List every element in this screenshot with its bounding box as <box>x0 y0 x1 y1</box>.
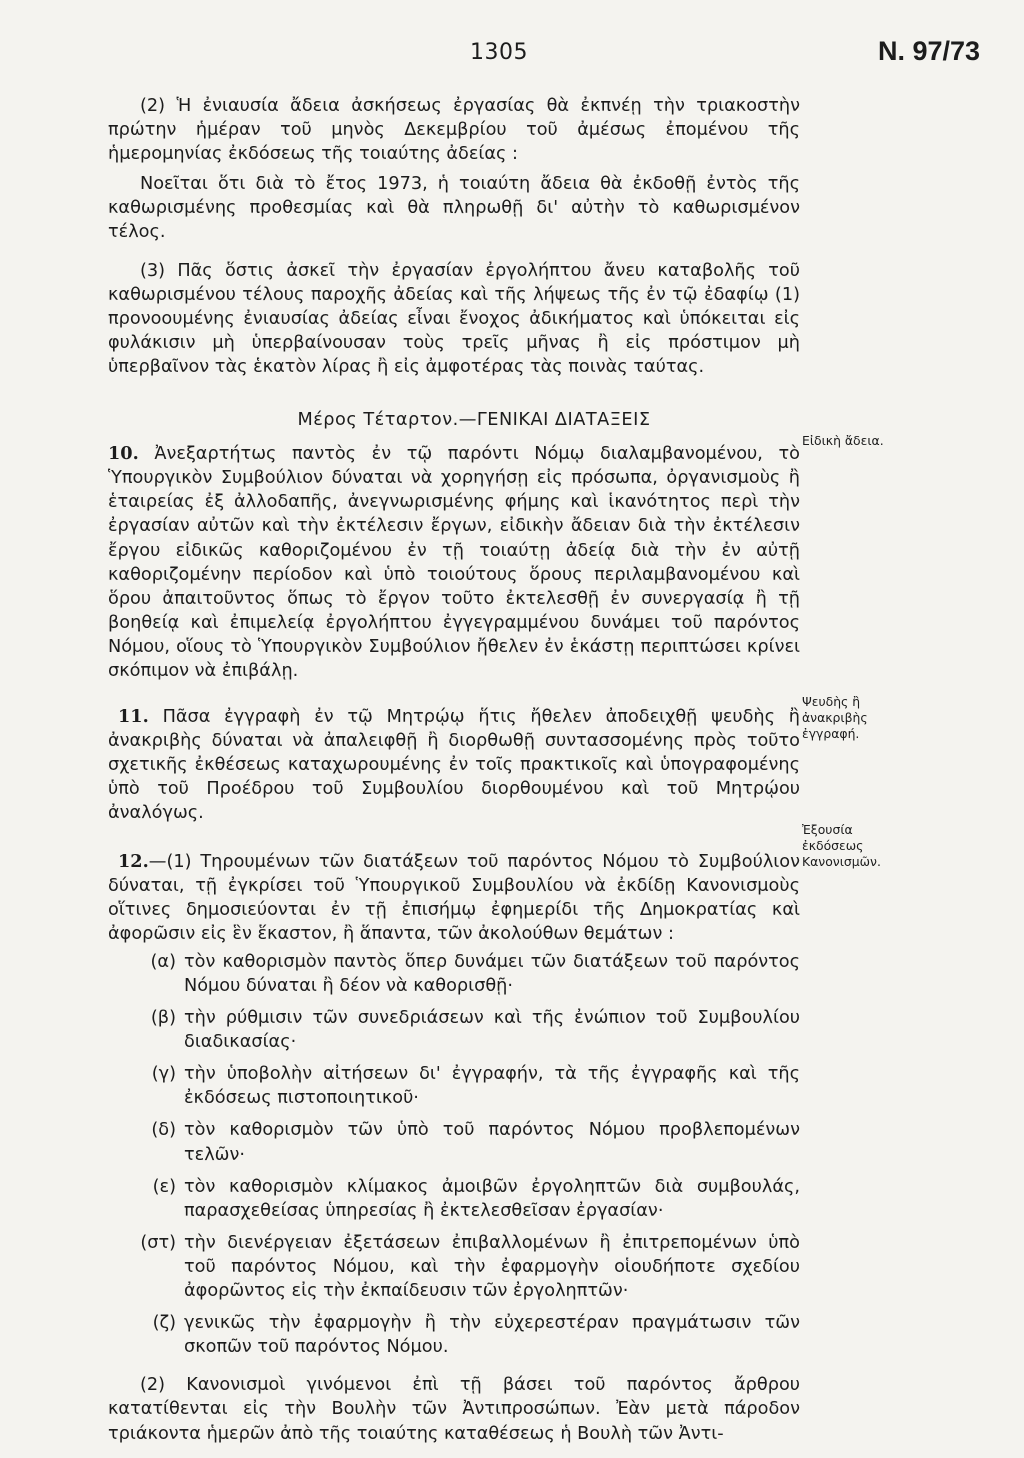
item-label: (β) <box>150 1008 176 1029</box>
margin-note-false-entry: Ψευδὴς ἢ ἀνακριβὴς ἐγγραφή. <box>802 694 868 741</box>
section-12 <box>108 850 800 946</box>
paragraph-regulations-laid: (2) Κανονισμοὶ γινόμενοι ἐπὶ τῇ βάσει τοῦ παρόντος ἄρθρου κατατίθενται εἰς τὴν Βουλὴν τῶν Ἀντιπροσώπων. Ἐὰν μετὰ πάροδον τριάκοντα ἡμερῶν ἀπὸ τῆς τοιαύτης καταθέσεως ἡ Βουλὴ τῶν Ἀντι- <box>108 1375 800 1444</box>
law-number: Ν. 97/73 <box>878 36 981 66</box>
list-item <box>108 950 800 998</box>
item-label: (στ) <box>140 1232 176 1253</box>
section-10 <box>108 442 800 683</box>
part-heading: Μέρος Τέταρτον.—ΓΕΝΙΚΑΙ ΔΙΑΤΑΞΕΙΣ <box>297 410 651 431</box>
item-text: τὴν ὑποβολὴν αἰτήσεων δι' ἐγγραφήν, τὰ τῆς ἐγγραφῆς καὶ τῆς ἐκδόσεως πιστοποιητικοῦ· <box>184 1064 800 1109</box>
item-text: γενικῶς τὴν ἐφαρμογὴν ἢ τὴν εὐχερεστέραν πραγμάτωσιν τῶν σκοπῶν τοῦ παρόντος Νόμου. <box>184 1313 800 1358</box>
item-label: (ζ) <box>152 1313 176 1334</box>
section-12-text: —(1) Τηρουμένων τῶν διατάξεων τοῦ παρόντος Νόμου τὸ Συμβούλιον δύναται, τῇ ἐγκρίσει τοῦ Ὑπουργικοῦ Συμβουλίου νὰ ἐκδίδῃ Κανονισμοὺς οἵτινες δημοσιεύονται ἐν τῇ ἐπισήμῳ ἐφημερίδι τῆς Δημοκρατίας καὶ ἀφορῶσιν εἰς ἓν ἕκαστον, ἢ ἅπαντα, τῶν ἀκολούθων θεμάτων : <box>108 851 800 944</box>
section-11-text: Πᾶσα ἐγγραφὴ ἐν τῷ Μητρῴῳ ἥτις ἤθελεν ἀποδειχθῇ ψευδὴς ἢ ἀνακριβὴς δύναται νὰ ἀπαλειφθῇ ἢ διορθωθῇ συντασσομένης πρὸς τοῦτο σχετικῆς ἐκθέσεως καταχωρουμένης ἐν τοῖς πρακτικοῖς καὶ ὑπογραφομένης ὑπὸ τοῦ Προέδρου τοῦ Συμβουλίου διορθουμένου καὶ τοῦ Μητρῴου ἀναλόγως. <box>108 707 801 824</box>
item-label: (ε) <box>152 1176 176 1197</box>
item-label: (δ) <box>151 1120 176 1141</box>
paragraph-offence: (3) Πᾶς ὅστις ἀσκεῖ τὴν ἐργασίαν ἐργολήπτου ἄνευ καταβολῆς τοῦ καθωρισμένου τέλους παροχῆς ἀδείας καὶ τῆς λήψεως τῆς ἐν τῷ ἐδαφίῳ (1) προνοουμένης ἐνιαυσίας ἀδείας εἶναι ἔνοχος ἀδικήματος καὶ ὑπόκειται εἰς φυλάκισιν μὴ ὑπερβαίνουσαν τοὺς τρεῖς μῆνας ἢ εἰς πρόστιμον μὴ ὑπερβαῖνον τὰς ἑκατὸν λίρας ἢ εἰς ἀμφοτέρας τὰς ποινὰς ταύτας. <box>108 260 800 377</box>
list-item <box>108 1118 800 1166</box>
margin-note-special-license: Εἰδικὴ ἄδεια. <box>802 433 884 448</box>
document-body <box>108 94 800 1446</box>
paragraph-proviso-1973: Νοεῖται ὅτι διὰ τὸ ἔτος 1973, ἡ τοιαύτη ἄδεια θὰ ἐκδοθῇ ἐντὸς τῆς καθωρισμένης προθεσμίας καὶ θὰ πληρωθῇ δι' αὐτὴν τὸ καθωρισμένον τέλος. <box>108 174 800 243</box>
item-text: τὸν καθορισμὸν τῶν ὑπὸ τοῦ παρόντος Νόμου προβλεπομένων τελῶν· <box>184 1120 800 1165</box>
margin-note-regulations-power: Ἐξουσία ἐκδόσεως Κανονισμῶν. <box>802 822 881 869</box>
item-label: (γ) <box>151 1064 176 1085</box>
section-12-number: 12. <box>118 850 149 872</box>
list-item <box>108 1231 800 1303</box>
list-item <box>108 1062 800 1110</box>
list-item <box>108 1006 800 1054</box>
section-11-number: 11. <box>118 706 149 728</box>
item-text: τὸν καθορισμὸν παντὸς ὅπερ δυνάμει τῶν διατάξεων τοῦ παρόντος Νόμου δύναται ἢ δέον νὰ καθορισθῇ· <box>184 951 800 996</box>
section-10-text: Ἀνεξαρτήτως παντὸς ἐν τῷ παρόντι Νόμῳ διαλαμβανομένου, τὸ Ὑπουργικὸν Συμβούλιον δύναται νὰ χορηγήσῃ εἰς πρόσωπα, ὀργανισμοὺς ἢ ἑταιρείας ἐξ ἀλλοδαπῆς, ἀνεγνωρισμένης φήμης καὶ ἱκανότητος περὶ τὴν ἐργασίαν αὐτῶν καὶ τὴν ἐκτέλεσιν ἔργων, εἰδικὴν ἄδειαν διὰ τὴν ἐκτέλεσιν ἔργου εἰδικῶς καθοριζομένου ἐν τῇ τοιαύτῃ ἀδείᾳ διὰ τὴν ἐν αὐτῇ καθοριζομένην περίοδον καὶ ὑπὸ τοιούτους ὅρους περιλαμβανομένου καὶ ὅρου ἀπαιτοῦντος ὅπως τὸ ἔργον τοῦτο ἐκτελεσθῇ ἐν συνεργασίᾳ ἢ τῇ βοηθείᾳ καὶ ἐπιμελείᾳ ἐργολήπτου ἐγγεγραμμένου δυνάμει τοῦ παρόντος Νόμου, οἵους τὸ Ὑπουργικὸν Συμβούλιον ἤθελεν ἐν ἑκάστῃ περιπτώσει κρίνει σκόπιμον νὰ ἐπιβάλῃ. <box>108 444 800 681</box>
section-10-number: 10. <box>108 443 139 465</box>
section-11 <box>108 705 800 825</box>
regulation-items-list <box>108 950 800 1359</box>
paragraph-annual-license: (2) Ἡ ἐνιαυσία ἄδεια ἀσκήσεως ἐργασίας θὰ ἐκπνέῃ τὴν τριακοστὴν πρώτην ἡμέραν τοῦ μηνὸς Δεκεμβρίου τοῦ ἀμέσως ἐπομένου τῆς ἡμερομηνίας ἐκδόσεως τῆς τοιαύτης ἀδείας : <box>108 96 800 165</box>
item-label: (α) <box>150 951 176 972</box>
list-item <box>108 1175 800 1223</box>
item-text: τὸν καθορισμὸν κλίμακος ἀμοιβῶν ἐργοληπτῶν διὰ συμβουλάς, παρασχεθείσας ὑπηρεσίας ἢ ἐκτελεσθεῖσαν ἐργασίαν· <box>184 1176 800 1221</box>
list-item <box>108 1311 800 1359</box>
page-number: 1305 <box>470 40 528 65</box>
item-text: τὴν διενέργειαν ἐξετάσεων ἐπιβαλλομένων ἢ ἐπιτρεπομένων ὑπὸ τοῦ παρόντος Νόμου, καὶ τὴν ἐφαρμογὴν οἱουδήποτε σχεδίου ἀφορῶντος εἰς τὴν ἐκπαίδευσιν τῶν ἐργοληπτῶν· <box>184 1232 800 1302</box>
item-text: τὴν ρύθμισιν τῶν συνεδριάσεων καὶ τῆς ἐνώπιον τοῦ Συμβουλίου διαδικασίας· <box>184 1008 800 1053</box>
